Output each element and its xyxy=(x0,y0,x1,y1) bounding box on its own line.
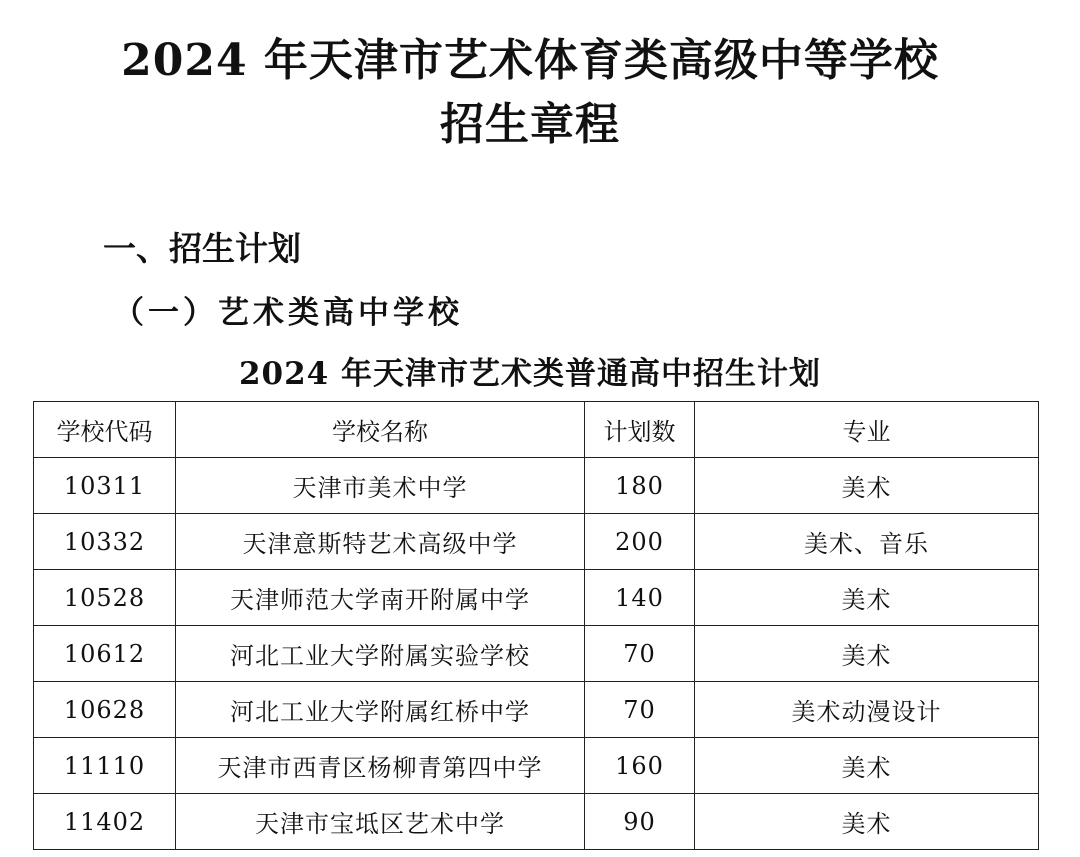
cell-plan-count: 70 xyxy=(585,626,695,682)
cell-plan-count: 70 xyxy=(585,682,695,738)
document-title-line-2: 招生章程 xyxy=(440,99,620,150)
table-row xyxy=(34,514,1039,570)
cell-plan-count: 200 xyxy=(585,514,695,570)
cell-school-name: 河北工业大学附属红桥中学 xyxy=(176,682,585,738)
cell-plan-count: 140 xyxy=(585,570,695,626)
header-plan-count: 计划数 xyxy=(585,402,695,458)
table-row xyxy=(34,570,1039,626)
cell-school-name: 天津市西青区杨柳青第四中学 xyxy=(176,738,585,794)
cell-plan-count: 90 xyxy=(585,794,695,850)
header-major: 专业 xyxy=(695,402,1039,458)
cell-major: 美术 xyxy=(695,794,1039,850)
cell-major: 美术 xyxy=(695,738,1039,794)
cell-school-name: 天津师范大学南开附属中学 xyxy=(176,570,585,626)
enrollment-plan-table xyxy=(33,401,1039,850)
cell-major: 美术 xyxy=(695,458,1039,514)
table-row xyxy=(34,682,1039,738)
header-school-code: 学校代码 xyxy=(34,402,176,458)
table-header-row xyxy=(34,402,1039,458)
cell-school-name: 天津市宝坻区艺术中学 xyxy=(176,794,585,850)
cell-school-name: 河北工业大学附属实验学校 xyxy=(176,626,585,682)
section-heading: 一、招生计划 xyxy=(103,229,301,268)
table-row xyxy=(34,626,1039,682)
subsection-heading: （一）艺术类高中学校 xyxy=(113,295,463,331)
cell-major: 美术、音乐 xyxy=(695,514,1039,570)
cell-school-code: 10332 xyxy=(34,514,176,570)
document-title-line-1: 2024 年天津市艺术体育类高级中等学校 xyxy=(121,35,939,86)
cell-major: 美术 xyxy=(695,626,1039,682)
cell-major: 美术 xyxy=(695,570,1039,626)
header-school-name: 学校名称 xyxy=(176,402,585,458)
cell-school-code: 10311 xyxy=(34,458,176,514)
table-row xyxy=(34,794,1039,850)
table-row xyxy=(34,738,1039,794)
cell-school-code: 10612 xyxy=(34,626,176,682)
cell-school-name: 天津市美术中学 xyxy=(176,458,585,514)
cell-school-name: 天津意斯特艺术高级中学 xyxy=(176,514,585,570)
cell-school-code: 10628 xyxy=(34,682,176,738)
cell-school-code: 10528 xyxy=(34,570,176,626)
cell-plan-count: 160 xyxy=(585,738,695,794)
table-row xyxy=(34,458,1039,514)
table-caption: 2024 年天津市艺术类普通高中招生计划 xyxy=(238,356,822,392)
cell-major: 美术动漫设计 xyxy=(695,682,1039,738)
cell-plan-count: 180 xyxy=(585,458,695,514)
cell-school-code: 11402 xyxy=(34,794,176,850)
cell-school-code: 11110 xyxy=(34,738,176,794)
